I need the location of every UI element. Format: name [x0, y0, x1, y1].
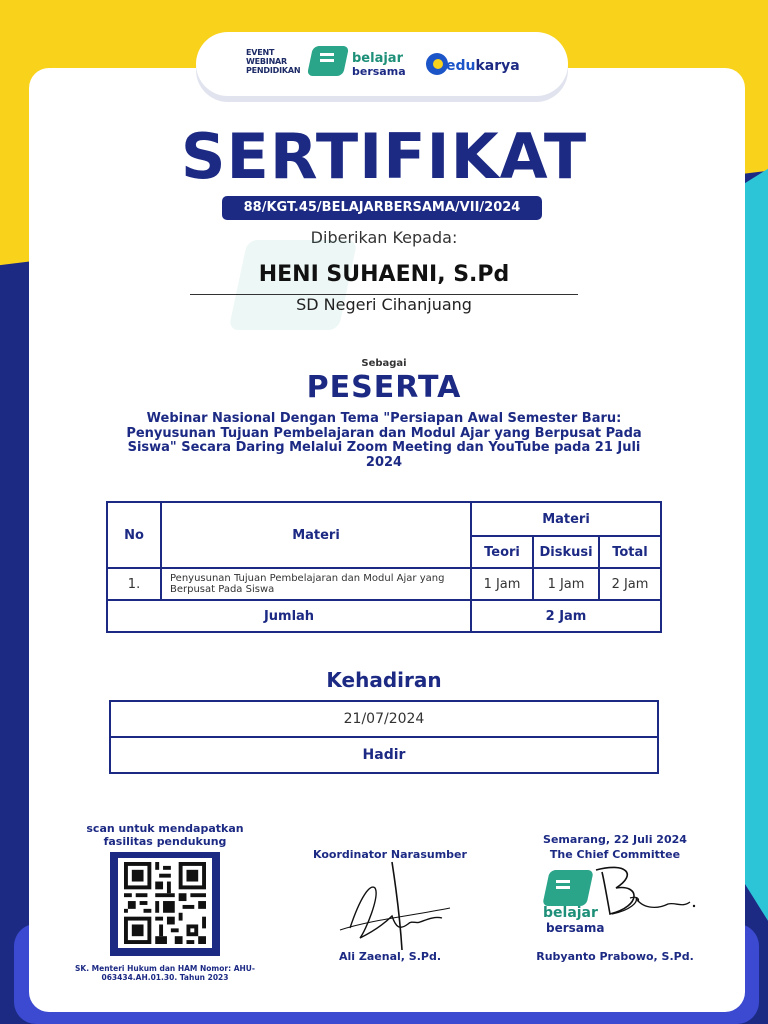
- table-row: [107, 568, 661, 600]
- edukarya-logo-dot-icon: [433, 59, 443, 69]
- logo-word-belajar: belajar: [352, 51, 403, 66]
- logo-lines-icon: [320, 59, 334, 62]
- coordinator-name: Ali Zaenal, S.Pd.: [339, 950, 441, 963]
- attendance-status: Hadir: [110, 737, 658, 773]
- coordinator-signature: [330, 858, 460, 953]
- place-date: Semarang, 22 Juli 2024: [543, 833, 687, 846]
- coordinator-label: Koordinator Narasumber: [313, 848, 467, 861]
- row-teori: 1 Jam: [471, 568, 533, 600]
- col-header-materi: Materi: [161, 502, 471, 568]
- edukarya-suffix: karya: [475, 58, 520, 74]
- watermark-logo: [238, 240, 538, 335]
- recipient-name: HENI SUHAENI, S.Pd: [258, 262, 510, 287]
- attendance-date: 21/07/2024: [110, 701, 658, 737]
- sum-value: 2 Jam: [471, 600, 661, 632]
- row-no: 1.: [107, 568, 161, 600]
- qr-code-icon[interactable]: [122, 862, 208, 944]
- scan-instruction: scan untuk mendapatkan fasilitas pendukung: [86, 822, 244, 848]
- legal-registration-text: SK. Menteri Hukum dan HAM Nomor: AHU-063434.AH.01.30. Tahun 2023: [74, 964, 255, 982]
- col-header-group: Materi: [471, 502, 661, 536]
- chief-signature: [576, 862, 706, 942]
- attendance-title: Kehadiran: [326, 668, 442, 692]
- edukarya-prefix: edu: [446, 58, 476, 74]
- col-header-diskusi: Diskusi: [533, 536, 599, 568]
- event-description: Webinar Nasional Dengan Tema "Persiapan Awal Semester Baru: Penyusunan Tujuan Pembelajaran dan Modul Ajar yang Berpusat Pada Siswa" Secara Daring Melalui Zoom Meeting dan YouTube pada 21 Juli 2024: [126, 411, 642, 470]
- row-diskusi: 1 Jam: [533, 568, 599, 600]
- chief-name: Rubyanto Prabowo, S.Pd.: [536, 950, 694, 963]
- event-label: EVENT WEBINAR PENDIDIKAN: [246, 48, 301, 75]
- recipient-school: SD Negeri Cihanjuang: [296, 295, 472, 314]
- materials-table: [106, 501, 662, 633]
- table-sum-row: [107, 600, 661, 632]
- col-header-no: No: [107, 502, 161, 568]
- col-header-total: Total: [599, 536, 661, 568]
- attendance-table: [109, 700, 659, 774]
- edukarya-wordmark: [446, 58, 520, 74]
- signature-block-header: [520, 832, 710, 862]
- col-header-teori: Teori: [471, 536, 533, 568]
- certificate-title: SERTIFIKAT: [180, 120, 588, 193]
- stamp-word-belajar: belajar: [543, 905, 598, 921]
- stamp-logo-lines-icon: [556, 886, 570, 889]
- role-title: PESERTA: [306, 370, 462, 405]
- given-to-label: Diberikan Kepada:: [310, 228, 458, 247]
- row-topic: Penyusunan Tujuan Pembelajaran dan Modul Ajar yang Berpusat Pada Siswa: [161, 568, 471, 600]
- committee-label: The Chief Committee: [549, 848, 681, 861]
- row-total: 2 Jam: [599, 568, 661, 600]
- header-logo-bar: [196, 32, 568, 96]
- stamp-word-bersama: bersama: [546, 921, 605, 935]
- certificate-number: 88/KGT.45/BELAJARBERSAMA/VII/2024: [222, 196, 542, 220]
- sum-label: Jumlah: [107, 600, 471, 632]
- as-label: Sebagai: [361, 358, 407, 369]
- logo-word-bersama: bersama: [352, 65, 406, 78]
